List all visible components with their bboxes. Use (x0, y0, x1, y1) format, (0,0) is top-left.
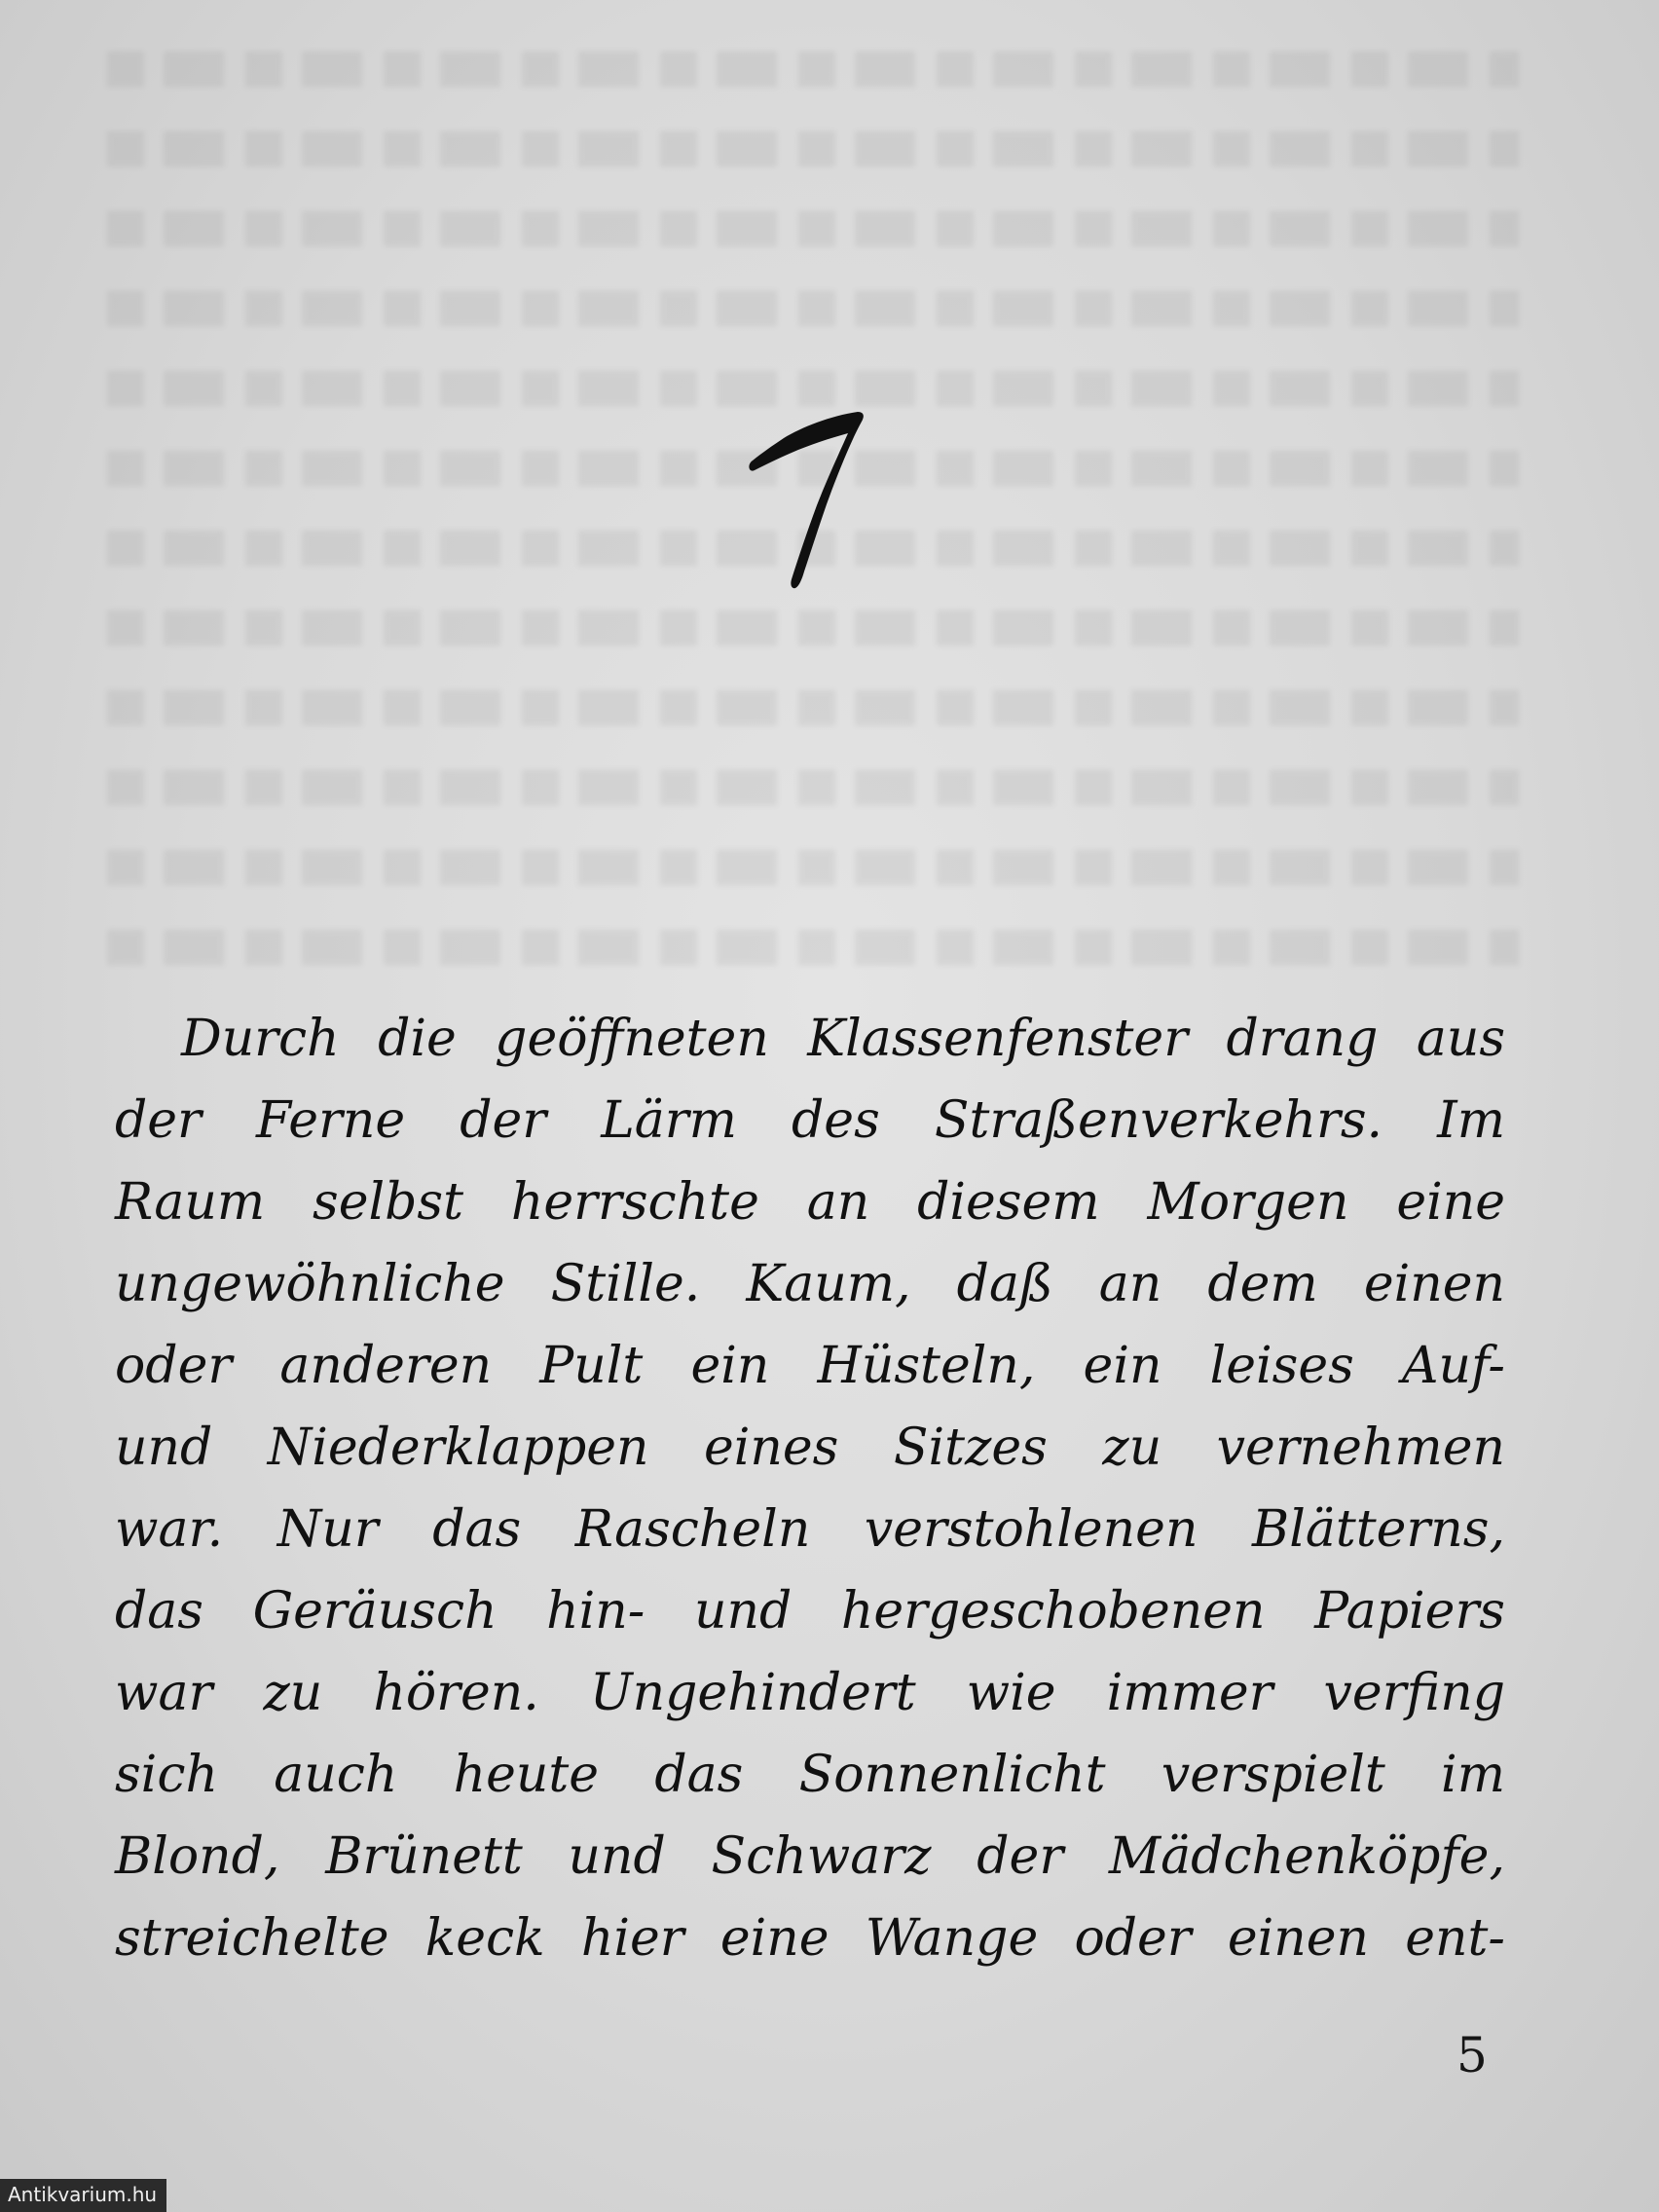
watermark-label: Antikvarium.hu (0, 2179, 166, 2212)
text-line: streichelte keck hier eine Wange oder einen ent- (115, 1909, 1505, 1968)
chapter-number (745, 404, 881, 599)
body-text (115, 998, 1505, 1979)
text-line: sich auch heute das Sonnenlicht verspielt im (115, 1746, 1505, 1804)
chapter-number-glyph (745, 404, 881, 599)
page-number: 5 (1456, 2027, 1488, 2083)
text-line: ungewöhnliche Stille. Kaum, daß an dem einen (115, 1255, 1505, 1313)
text-line: Durch die geöffneten Klassenfenster drang aus (181, 1010, 1505, 1068)
text-line: war zu hören. Ungehindert wie immer verfing (115, 1664, 1505, 1722)
text-line: das Geräusch hin- und hergeschobenen Papiers (115, 1582, 1505, 1641)
text-line: der Ferne der Lärm des Straßenverkehrs. Im (115, 1091, 1505, 1150)
text-line: und Niederklappen eines Sitzes zu vernehmen (115, 1419, 1505, 1477)
text-line: Blond, Brünett und Schwarz der Mädchenköpfe, (115, 1827, 1505, 1886)
text-line: war. Nur das Rascheln verstohlenen Blätterns, (115, 1500, 1505, 1559)
text-line: oder anderen Pult ein Hüsteln, ein leises Auf- (115, 1337, 1505, 1395)
text-line: Raum selbst herrschte an diesem Morgen eine (115, 1173, 1505, 1232)
